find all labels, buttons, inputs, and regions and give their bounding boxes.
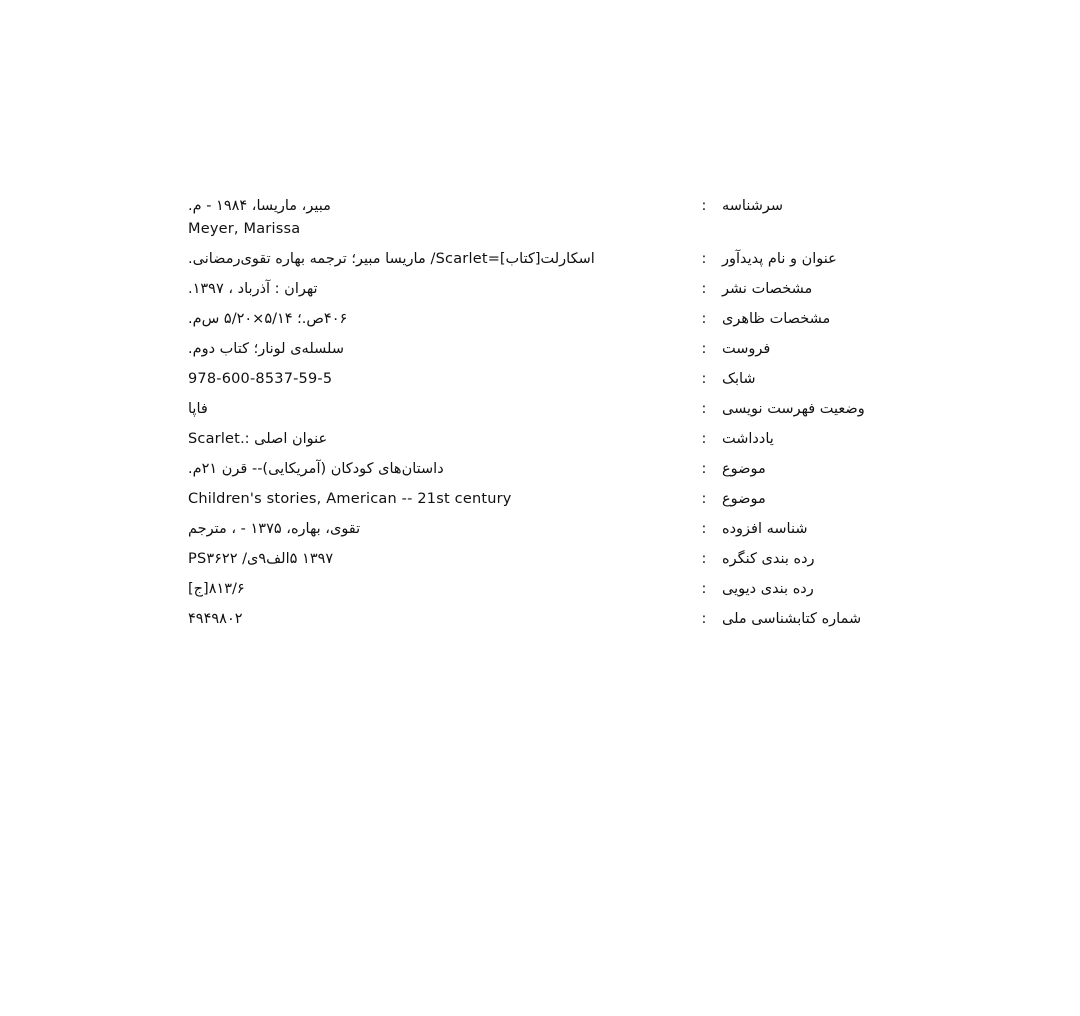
cip-field-value-main: عنوان اصلی :.Scarlet bbox=[188, 431, 328, 447]
cip-field-value bbox=[188, 519, 686, 539]
cip-field-label: مشخصات ظاهری bbox=[722, 311, 831, 327]
cip-field-value bbox=[188, 279, 686, 299]
cip-field-value-main: فاپا bbox=[188, 401, 208, 417]
cip-row bbox=[188, 399, 890, 419]
cip-field-value bbox=[188, 549, 686, 569]
cip-field-label: شابک bbox=[722, 371, 756, 387]
cip-field-value-main: ۴۰۶ص.؛ ۵/۱۴×۵/۲۰ س‌م. bbox=[188, 311, 348, 327]
cip-row bbox=[188, 549, 890, 569]
cip-field-label: موضوع bbox=[722, 461, 766, 477]
cip-field-label: عنوان و نام پدیدآور bbox=[722, 251, 837, 267]
cip-field-value-main: ۸۱۳/۶[ج] bbox=[188, 581, 245, 597]
cip-field-value bbox=[188, 429, 686, 449]
cip-field-value-main: مبیر، ماریسا، ۱۹۸۴ - م. bbox=[188, 198, 331, 214]
cip-row bbox=[188, 459, 890, 479]
cip-field-label: وضعیت فهرست نویسی bbox=[722, 401, 865, 417]
cip-field-value bbox=[188, 609, 686, 629]
cip-field-separator: : bbox=[701, 521, 707, 537]
cip-row bbox=[188, 249, 890, 269]
cip-field-separator: : bbox=[701, 251, 707, 267]
cip-field-separator: : bbox=[701, 581, 707, 597]
cip-field-separator: : bbox=[701, 281, 707, 297]
cip-field-label: فروست bbox=[722, 341, 771, 357]
cip-record-block bbox=[188, 196, 890, 639]
cip-row bbox=[188, 339, 890, 359]
cip-field-separator: : bbox=[701, 461, 707, 477]
cip-field-separator: : bbox=[701, 401, 707, 417]
cip-row bbox=[188, 609, 890, 629]
cip-field-label: رده بندی دیویی bbox=[722, 581, 814, 597]
cip-field-separator: : bbox=[701, 551, 707, 567]
cip-row bbox=[188, 519, 890, 539]
cip-field-separator: : bbox=[701, 611, 707, 627]
cip-field-separator: : bbox=[701, 311, 707, 327]
cip-field-value bbox=[188, 196, 686, 239]
cip-field-value-main: 978-600-8537-59-5 bbox=[188, 371, 333, 387]
cip-field-separator: : bbox=[701, 341, 707, 357]
cip-field-value-main: تقوی، بهاره، ۱۳۷۵ - ، مترجم bbox=[188, 521, 361, 537]
cip-field-value-main: سلسله‌ی لونار؛ کتاب دوم. bbox=[188, 341, 345, 357]
cip-field-value bbox=[188, 369, 686, 389]
cip-row bbox=[188, 196, 890, 239]
cip-field-value bbox=[188, 579, 686, 599]
cip-field-separator: : bbox=[701, 198, 707, 214]
cip-field-value-main: اسکارلت[کتاب]=Scarlet/ ماریسا مبیر؛ ترجمه بهاره تقوی‌رمضانی. bbox=[188, 251, 595, 267]
cip-field-value bbox=[188, 459, 686, 479]
cip-field-value bbox=[188, 339, 686, 359]
cip-field-label: رده بندی کنگره bbox=[722, 551, 815, 567]
cip-field-value bbox=[188, 309, 686, 329]
cip-field-value bbox=[188, 249, 686, 269]
cip-field-label: شماره کتابشناسی ملی bbox=[722, 611, 862, 627]
cip-field-label: موضوع bbox=[722, 491, 766, 507]
cip-field-separator: : bbox=[701, 491, 707, 507]
cip-field-separator: : bbox=[701, 371, 707, 387]
cip-field-value-main: ۴۹۴۹۸۰۲ bbox=[188, 611, 243, 627]
cip-field-value bbox=[188, 399, 686, 419]
cip-row bbox=[188, 579, 890, 599]
cip-field-value-main: Children's stories, American -- 21st century bbox=[188, 491, 512, 507]
cip-row bbox=[188, 309, 890, 329]
cip-field-value bbox=[188, 489, 686, 509]
cip-field-label: شناسه افزوده bbox=[722, 521, 808, 537]
cip-row bbox=[188, 489, 890, 509]
cip-field-value-main: تهران : آذرباد ، ۱۳۹۷. bbox=[188, 281, 318, 297]
cip-field-separator: : bbox=[701, 431, 707, 447]
cip-field-label: مشخصات نشر bbox=[722, 281, 813, 297]
cip-field-value-main: داستان‌های کودکان (آمریکایی)-- قرن ۲۱م. bbox=[188, 461, 444, 477]
cip-field-value-main: ۱۳۹۷ ۵الف۹ی/ PS۳۶۲۲ bbox=[188, 551, 334, 567]
cip-field-value-transliteration: Meyer, Marissa bbox=[188, 221, 301, 237]
cip-field-label: سرشناسه bbox=[722, 198, 784, 214]
cip-field-label: یادداشت bbox=[722, 431, 774, 447]
cip-row bbox=[188, 429, 890, 449]
cip-row bbox=[188, 369, 890, 389]
cip-row bbox=[188, 279, 890, 299]
